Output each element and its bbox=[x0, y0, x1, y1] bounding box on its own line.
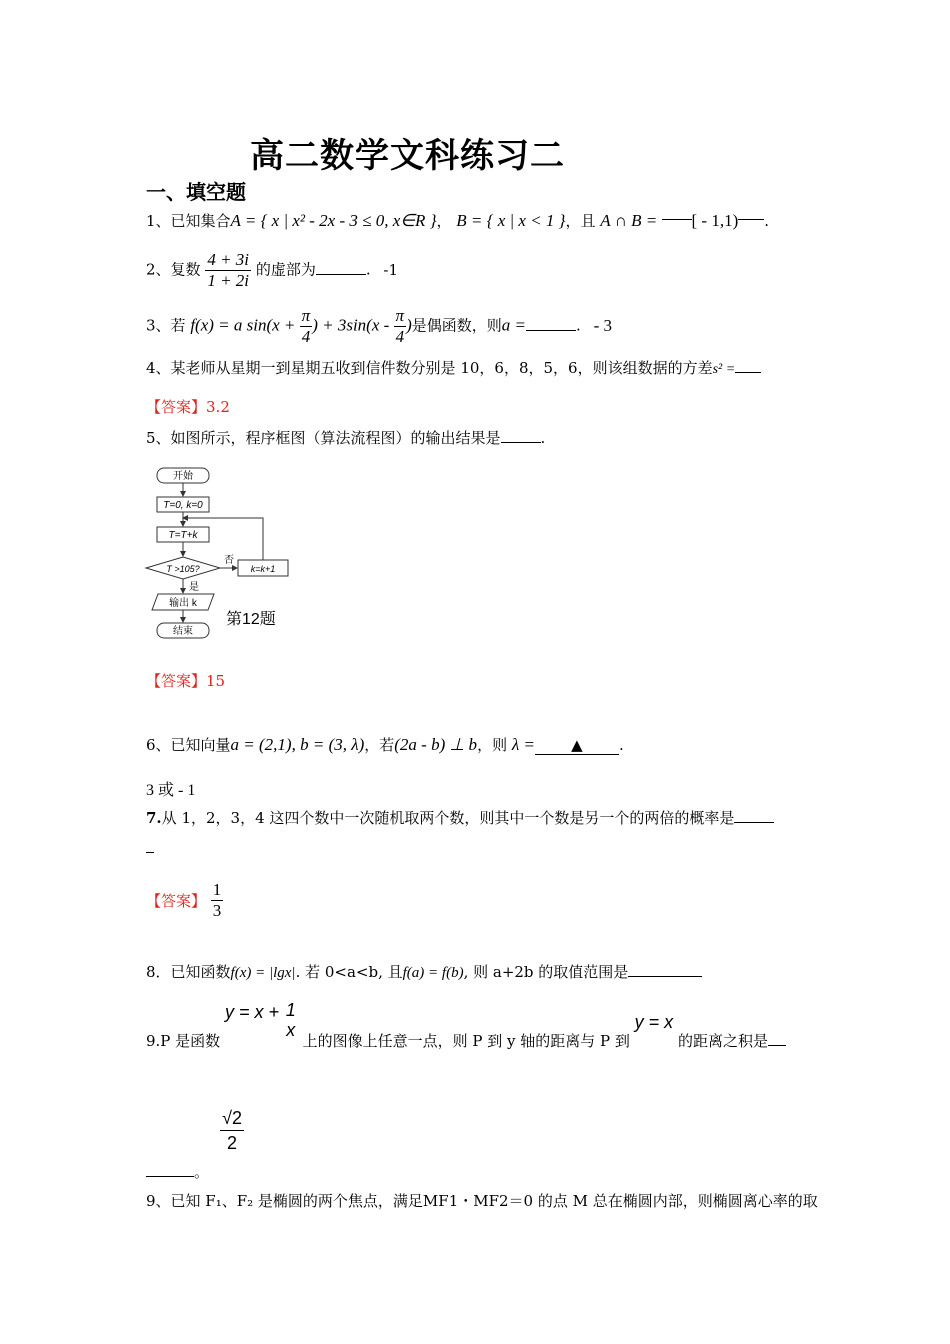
q6-prefix: 6、已知向量 bbox=[146, 736, 231, 754]
q6-then: ，则 bbox=[477, 736, 508, 754]
q8-suffix: , 则 a+2b 的取值范围是 bbox=[463, 963, 629, 981]
question-4 bbox=[146, 358, 761, 379]
q8-condition: f(a) = f(b) bbox=[402, 965, 464, 981]
flow-init-label: T=0, k=0 bbox=[163, 500, 203, 511]
fraction-denominator: x bbox=[286, 1020, 296, 1040]
page-title: 高二数学文科练习二 bbox=[250, 136, 565, 176]
q1-mid: ，且 bbox=[565, 212, 596, 230]
q4-text: 4、某老师从星期一到星期五收到信件数分别是 10，6，8，5，6，则该组数据的方差 bbox=[146, 359, 713, 377]
q9-suffix: 的距离之积是 bbox=[677, 1032, 768, 1050]
answer-fraction bbox=[211, 880, 224, 921]
fraction-numerator: √2 bbox=[220, 1106, 244, 1131]
answer-end: 。 bbox=[194, 1163, 210, 1181]
flow-yes-label: 是 bbox=[189, 582, 199, 593]
q8-text: . 若 0<a<b, 且 bbox=[295, 963, 403, 981]
question-9 bbox=[146, 1000, 786, 1050]
q2-after: . bbox=[365, 260, 371, 279]
flow-no-label: 否 bbox=[224, 555, 234, 566]
answer-9 bbox=[146, 1106, 244, 1182]
answer-blank bbox=[501, 428, 541, 443]
q3-answer: - 3 bbox=[593, 315, 612, 335]
fraction-denominator: 2 bbox=[227, 1133, 238, 1153]
fraction-denominator: 4 bbox=[395, 327, 405, 346]
answer-blank bbox=[526, 316, 576, 331]
answer-label: 【答案】 bbox=[146, 672, 207, 690]
fraction-numerator: π bbox=[395, 306, 405, 325]
q6-condition: (2a - b) ⊥ b bbox=[394, 735, 478, 754]
section-heading: 一、填空题 bbox=[146, 180, 246, 204]
q2-prefix: 2、复数 bbox=[146, 260, 201, 279]
answer-blank bbox=[628, 962, 702, 977]
answer-blank bbox=[735, 358, 761, 373]
fraction-denominator: 3 bbox=[212, 901, 222, 920]
flow-condition-label: T >105? bbox=[166, 564, 200, 574]
q8-func: f(x) = |lgx| bbox=[230, 965, 296, 981]
q6-mid: ，若 bbox=[364, 736, 395, 754]
answer-blank bbox=[734, 808, 774, 823]
answer-blank bbox=[316, 260, 366, 275]
variance-symbol: s² = bbox=[712, 362, 736, 377]
intersection: A ∩ B = bbox=[600, 211, 662, 230]
q9-prefix: 9.P 是函数 bbox=[146, 1032, 221, 1050]
pi-fraction bbox=[300, 306, 313, 347]
flow-output-label: 输出 k bbox=[169, 598, 197, 609]
answer-blank bbox=[146, 1162, 194, 1177]
fraction-denominator: 4 bbox=[301, 327, 311, 346]
answer-value: 15 bbox=[206, 672, 226, 690]
set-b: B = { x | x < 1 } bbox=[456, 211, 566, 230]
question-6 bbox=[146, 736, 624, 755]
q2-answer: -1 bbox=[383, 260, 399, 279]
answer-fraction bbox=[220, 1106, 244, 1155]
q7-number: 7. bbox=[146, 809, 162, 827]
question-7 bbox=[146, 808, 774, 827]
q1-answer: [ - 1,1) bbox=[691, 211, 739, 230]
q6-after: . bbox=[618, 736, 624, 754]
flowchart-caption: 第12题 bbox=[226, 611, 276, 628]
answer-6: 3 或 - 1 bbox=[146, 782, 196, 799]
flow-increment-label: k=k+1 bbox=[250, 564, 276, 574]
answer-7 bbox=[146, 880, 223, 921]
q3-expr-c: ) bbox=[406, 315, 412, 335]
q9-line: y = x bbox=[634, 1012, 674, 1032]
answer-blank bbox=[768, 1031, 786, 1046]
q1-sep: ， bbox=[436, 212, 452, 230]
answer-4 bbox=[146, 396, 230, 417]
q9-mid: 上的图像上任意一点，则 P 到 y 轴的距离与 P 到 bbox=[302, 1032, 630, 1050]
q6-vectors: a = (2,1), b = (3, λ) bbox=[230, 735, 365, 754]
q3-prefix: 3、若 bbox=[146, 316, 186, 335]
answer-label: 【答案】 bbox=[146, 892, 207, 910]
q5-after: . bbox=[540, 429, 546, 447]
q6-var: λ = bbox=[511, 735, 535, 754]
flow-end-label: 结束 bbox=[173, 626, 193, 637]
answer-value: 3.2 bbox=[206, 398, 230, 416]
triangle-icon: ▲ bbox=[571, 736, 583, 754]
q3-expr-a: f(x) = a sin(x + bbox=[190, 315, 300, 335]
q3-suffix: 是偶函数，则 bbox=[411, 316, 502, 335]
flow-start-label: 开始 bbox=[173, 471, 193, 482]
q3-var: a = bbox=[501, 315, 526, 335]
fraction-numerator: 4 + 3i bbox=[207, 250, 250, 269]
q2-suffix: 的虚部为 bbox=[255, 260, 316, 279]
flow-step-label: T=T+k bbox=[168, 530, 198, 541]
q3-expr-b: ) + 3sin(x - bbox=[312, 315, 394, 335]
set-a: A = { x | x² - 2x - 3 ≤ 0, x∈R } bbox=[230, 211, 437, 230]
question-5 bbox=[146, 428, 545, 447]
answer-blank bbox=[535, 736, 619, 755]
complex-fraction bbox=[205, 250, 251, 291]
q3-after: . bbox=[576, 316, 581, 335]
question-1: 1、已知集合A = { x | x² - 2x - 3 ≤ 0, x∈R }， B = { x | x < 1 }，且 A ∩ B = [ - 1,1) . bbox=[146, 211, 770, 230]
answer-blank-continued bbox=[146, 852, 154, 853]
question-3 bbox=[146, 306, 612, 347]
fraction-numerator: 1 bbox=[212, 880, 222, 899]
q9-fraction bbox=[284, 1000, 298, 1040]
answer-label: 【答案】 bbox=[146, 398, 207, 416]
question-10: 9、已知 F₁、F₂ 是椭圆的两个焦点，满足MF1・MF2＝0 的点 M 总在椭圆内部，则椭圆离心率的取 bbox=[146, 1192, 818, 1210]
answer-5 bbox=[146, 670, 225, 691]
q5-text: 5、如图所示，程序框图（算法流程图）的输出结果是 bbox=[146, 429, 501, 447]
question-2 bbox=[146, 250, 398, 291]
fraction-numerator: 1 bbox=[285, 1000, 296, 1020]
q1-prefix: 1、已知集合 bbox=[146, 212, 231, 230]
pi-fraction bbox=[394, 306, 407, 347]
q8-prefix: 8．已知函数 bbox=[146, 963, 231, 981]
q7-text: 从 1，2，3，4 这四个数中一次随机取两个数，则其中一个数是另一个的两倍的概率是 bbox=[161, 809, 735, 827]
question-8 bbox=[146, 962, 702, 982]
q9-func: y = x + bbox=[224, 1002, 279, 1022]
fraction-denominator: 1 + 2i bbox=[207, 271, 250, 290]
fraction-numerator: π bbox=[301, 306, 311, 325]
flowchart-diagram bbox=[140, 462, 300, 642]
